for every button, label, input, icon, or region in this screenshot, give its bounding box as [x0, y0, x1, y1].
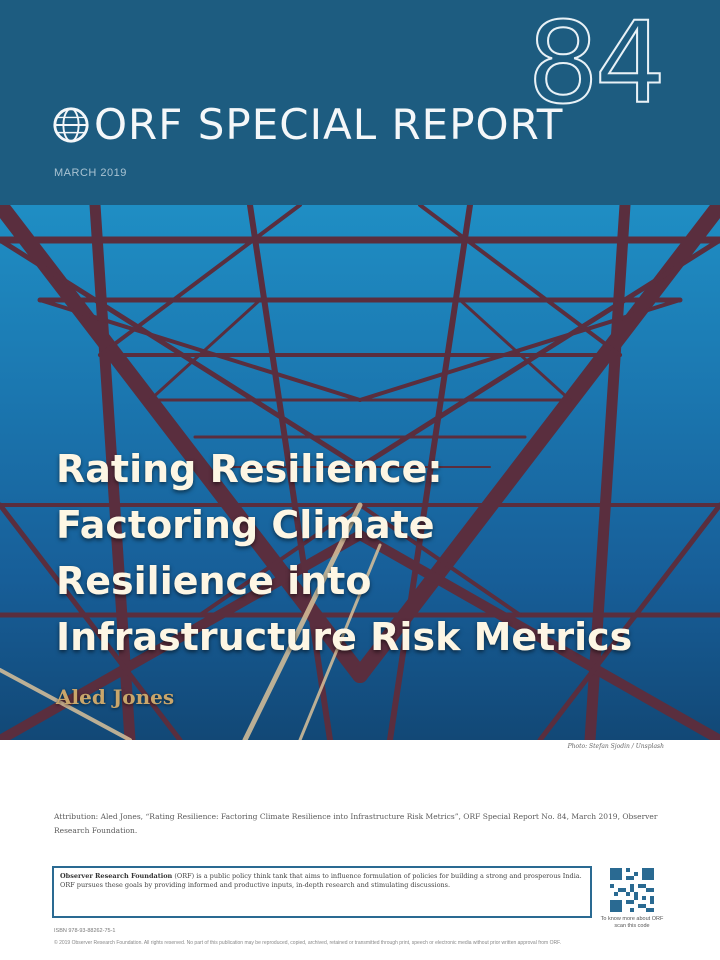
organization-description: (ORF) is a public policy think tank that aims to influence formulation of policies for building a strong and prosperous India. ORF pursues these goals by providing informed and productive inputs, in-depth research and stimulating discussions. [60, 872, 582, 889]
cover-photo [0, 205, 720, 740]
isbn: ISBN 978-93-88262-75-1 [54, 928, 116, 934]
copyright-notice: © 2019 Observer Research Foundation. All rights reserved. No part of this publication may be reproduced, copied, archived, retained or transmitted through print, speech or electronic media without prior written approval from ORF. [54, 940, 561, 946]
qr-code-icon[interactable] [610, 868, 654, 912]
title-line: Factoring Climate [56, 503, 435, 547]
qr-caption: To know more about ORF scan this code [600, 916, 664, 929]
globe-icon [52, 106, 90, 144]
title-line: Infrastructure Risk Metrics [56, 615, 633, 659]
organization-name: Observer Research Foundation [60, 872, 173, 880]
title-line: Resilience into [56, 559, 372, 603]
title-line: Rating Resilience: [56, 447, 443, 491]
report-title [56, 441, 696, 665]
series-title: ORF SPECIAL REPORT [94, 100, 564, 149]
organization-info-box [52, 866, 592, 918]
cover-header [0, 0, 720, 205]
publication-date: MARCH 2019 [54, 167, 127, 179]
attribution-text: Attribution: Aled Jones, “Rating Resilience: Factoring Climate Resilience into Infrastructure Risk Metrics”, ORF Special Report No. 84, March 2019, Observer Research Foundation. [54, 812, 658, 835]
photo-credit: Photo: Stefan Sjodin / Unsplash [567, 743, 664, 750]
issue-number: 84 [527, 0, 662, 129]
brand [52, 100, 564, 149]
author-name: Aled Jones [56, 685, 175, 709]
